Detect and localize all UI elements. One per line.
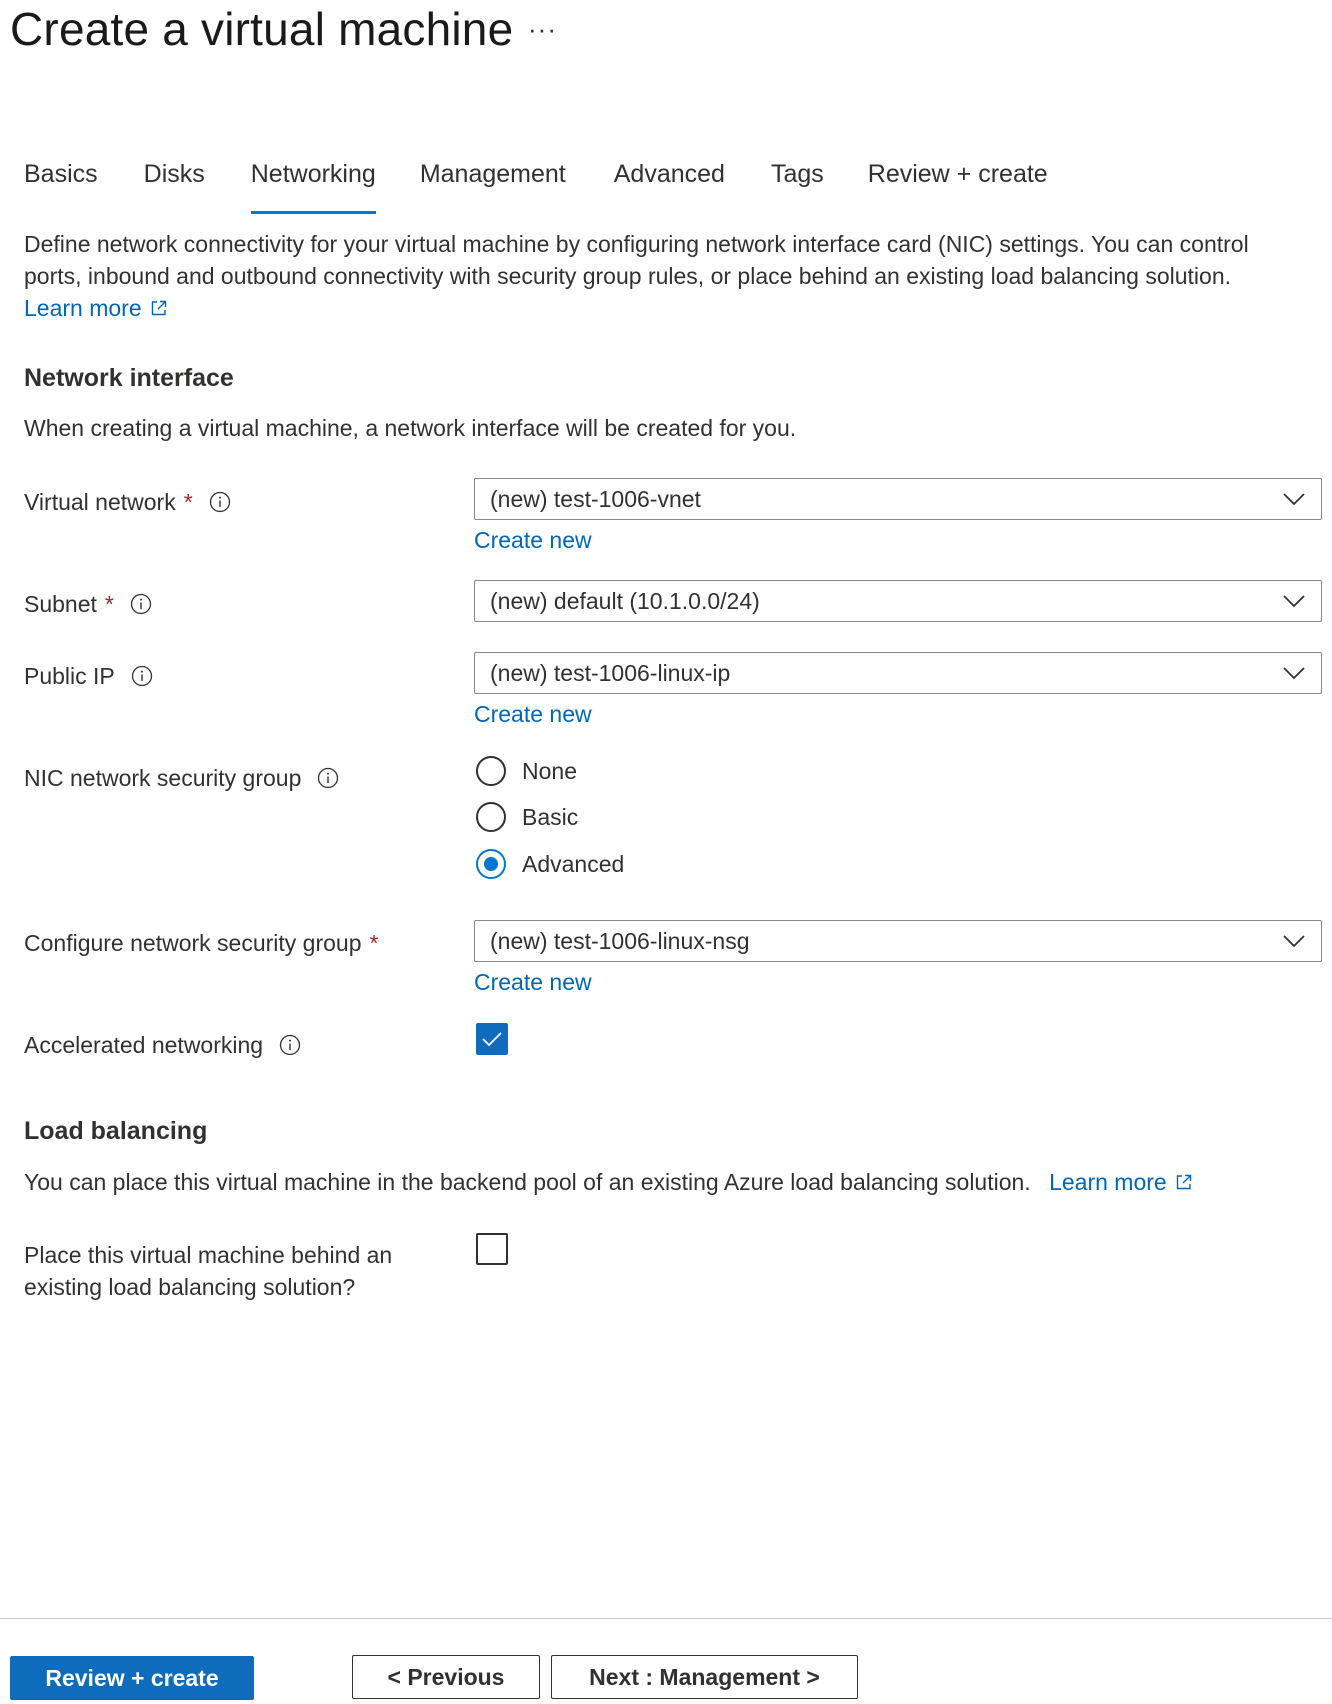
tab-tags[interactable]: Tags [770,160,824,188]
public-ip-create-new-link[interactable]: Create new [474,701,592,727]
subnet-label-text: Subnet [24,591,97,617]
place-behind-label-line-1: Place this virtual machine behind an [24,1242,393,1268]
virtual-network-create-new-link[interactable]: Create new [474,527,592,553]
configure-nsg-value: (new) test-1006-linux-nsg [490,927,750,954]
info-icon[interactable] [131,665,153,687]
tab-basics[interactable]: Basics [24,160,98,188]
network-interface-description: When creating a virtual machine, a network interface will be created for you. [24,415,797,441]
learn-more-link[interactable]: Learn more [24,295,142,321]
subnet-label [24,589,152,619]
chevron-down-icon [1283,594,1305,608]
configure-nsg-dropdown[interactable] [474,920,1322,962]
subnet-value: (new) default (10.1.0.0/24) [490,587,760,614]
review-create-button[interactable]: Review + create [10,1656,254,1700]
next-management-button[interactable]: Next : Management > [551,1655,858,1699]
load-balancing-heading: Load balancing [24,1117,208,1145]
configure-nsg-label-text: Configure network security group [24,930,362,956]
page-title: Create a virtual machine [10,3,514,55]
info-icon[interactable] [317,767,339,789]
required-mark: * [369,930,379,956]
nic-nsg-label [24,763,339,793]
external-link-icon [150,299,168,317]
radio-button[interactable] [476,756,506,786]
accelerated-networking-label [24,1030,301,1060]
tab-disks[interactable]: Disks [143,160,205,188]
radio-button[interactable] [476,802,506,832]
subnet-dropdown[interactable] [474,580,1322,622]
info-icon[interactable] [209,491,231,513]
required-mark: * [104,591,114,617]
tab-review-create[interactable]: Review + create [867,160,1048,188]
virtual-network-dropdown[interactable] [474,478,1322,520]
load-balancing-description: You can place this virtual machine in the backend pool of an existing Azure load balancing solution. [24,1169,1031,1195]
load-balancing-learn-more-link[interactable]: Learn more [1049,1169,1167,1195]
virtual-network-value: (new) test-1006-vnet [490,485,701,512]
tab-advanced[interactable]: Advanced [613,160,725,188]
chevron-down-icon [1283,934,1305,948]
virtual-network-label-text: Virtual network [24,489,176,515]
place-behind-checkbox[interactable] [476,1233,508,1265]
network-interface-heading: Network interface [24,364,234,392]
place-behind-label [24,1239,392,1303]
external-link-icon [1175,1173,1193,1191]
chevron-down-icon [1283,492,1305,506]
radio-label: None [522,757,577,784]
configure-nsg-create-new-link[interactable]: Create new [474,969,592,995]
nic-nsg-option-none[interactable] [476,756,577,786]
more-options-button[interactable]: ··· [528,14,557,44]
accelerated-networking-checkbox[interactable] [476,1023,508,1055]
radio-label: Basic [522,803,579,830]
virtual-network-label [24,487,231,517]
nic-nsg-label-text: NIC network security group [24,765,302,791]
intro-line-1: Define network connectivity for your virtual machine by configuring network interface card (NIC) settings. You can control [24,231,1249,257]
tab-networking[interactable]: Networking [251,156,376,204]
radio-button-selected[interactable] [476,849,506,879]
public-ip-label [24,661,153,691]
footer-divider [0,1618,1332,1619]
public-ip-label-text: Public IP [24,663,115,689]
radio-label: Advanced [522,850,625,877]
info-icon[interactable] [130,593,152,615]
load-balancing-description-row [24,1166,1193,1198]
configure-nsg-label [24,928,378,958]
public-ip-dropdown[interactable] [474,652,1322,694]
accelerated-networking-label-text: Accelerated networking [24,1032,264,1058]
nic-nsg-option-basic[interactable] [476,802,578,832]
tab-bar [24,156,1048,204]
chevron-down-icon [1283,666,1305,680]
public-ip-value: (new) test-1006-linux-ip [490,659,731,686]
tab-management[interactable]: Management [419,160,566,188]
nic-nsg-option-advanced[interactable] [476,849,624,879]
place-behind-label-line-2: existing load balancing solution? [24,1274,356,1300]
checkmark-icon [481,1031,503,1047]
intro-line-2: ports, inbound and outbound connectivity with security group rules, or place behind an existing load balancing solution. [24,263,1231,289]
intro-paragraph [24,228,1324,324]
required-mark: * [183,489,193,515]
previous-button[interactable]: < Previous [352,1655,540,1699]
info-icon[interactable] [279,1034,301,1056]
